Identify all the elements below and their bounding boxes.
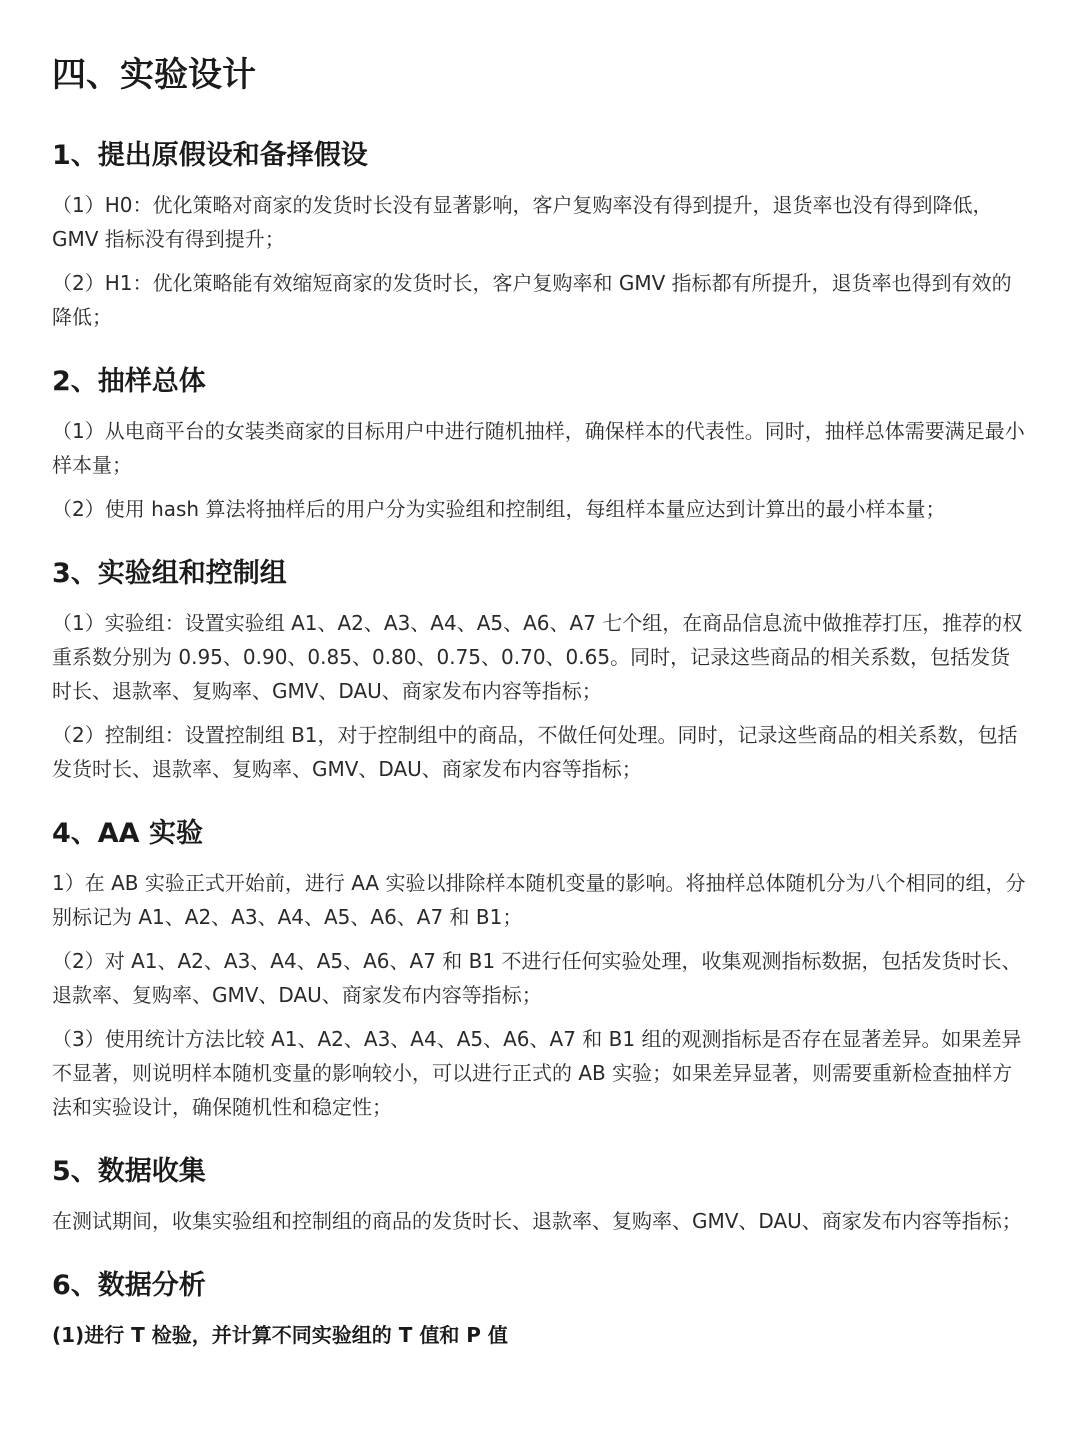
paragraph: （1）实验组：设置实验组 A1、A2、A3、A4、A5、A6、A7 七个组，在商品信息流中做推荐打压，推荐的权重系数分别为 0.95、0.90、0.85、0.80、0.75、0.70、0.65。同时，记录这些商品的相关系数，包括发货时长、退款率、复购率、GMV、DAU、商家发布内容等指标； (52, 611, 1023, 703)
bold-paragraph: (1)进行 T 检验，并计算不同实验组的 T 值和 P 值 (52, 1323, 508, 1347)
section-aa-experiment (52, 816, 1028, 1124)
page-title: 四、实验设计 (52, 55, 256, 95)
section-hypotheses (52, 138, 1028, 334)
section-data-collection (52, 1154, 1028, 1238)
paragraph: （2）控制组：设置控制组 B1，对于控制组中的商品，不做任何处理。同时，记录这些商品的相关系数，包括发货时长、退款率、复购率、GMV、DAU、商家发布内容等指标； (52, 723, 1018, 781)
section-heading: 2、抽样总体 (52, 366, 206, 397)
paragraph: （2）对 A1、A2、A3、A4、A5、A6、A7 和 B1 不进行任何实验处理，收集观测指标数据，包括发货时长、退款率、复购率、GMV、DAU、商家发布内容等指标； (52, 949, 1022, 1007)
paragraph: 1）在 AB 实验正式开始前，进行 AA 实验以排除样本随机变量的影响。将抽样总体随机分为八个相同的组，分别标记为 A1、A2、A3、A4、A5、A6、A7 和 B1； (52, 871, 1026, 929)
section-heading: 5、数据收集 (52, 1156, 206, 1187)
paragraph: （2）使用 hash 算法将抽样后的用户分为实验组和控制组，每组样本量应达到计算出的最小样本量； (52, 497, 946, 521)
paragraph: （3）使用统计方法比较 A1、A2、A3、A4、A5、A6、A7 和 B1 组的观测指标是否存在显著差异。如果差异不显著，则说明样本随机变量的影响较小，可以进行正式的 AB 实验；如果差异显著，则需要重新检查抽样方法和实验设计，确保随机性和稳定性； (52, 1027, 1022, 1119)
paragraph: （2）H1：优化策略能有效缩短商家的发货时长，客户复购率和 GMV 指标都有所提升，退货率也得到有效的降低； (52, 271, 1012, 329)
section-heading: 4、AA 实验 (52, 818, 203, 849)
paragraph: （1）从电商平台的女装类商家的目标用户中进行随机抽样，确保样本的代表性。同时，抽样总体需要满足最小样本量； (52, 419, 1025, 477)
section-heading: 1、提出原假设和备择假设 (52, 140, 368, 171)
section-heading: 3、实验组和控制组 (52, 558, 287, 589)
section-sampling-population (52, 364, 1028, 526)
section-data-analysis (52, 1268, 1028, 1352)
paragraph: （1）H0：优化策略对商家的发货时长没有显著影响，客户复购率没有得到提升，退货率也没有得到降低，GMV 指标没有得到提升； (52, 193, 993, 251)
section-heading: 6、数据分析 (52, 1270, 206, 1301)
section-groups (52, 556, 1028, 786)
paragraph: 在测试期间，收集实验组和控制组的商品的发货时长、退款率、复购率、GMV、DAU、商家发布内容等指标； (52, 1209, 1022, 1233)
